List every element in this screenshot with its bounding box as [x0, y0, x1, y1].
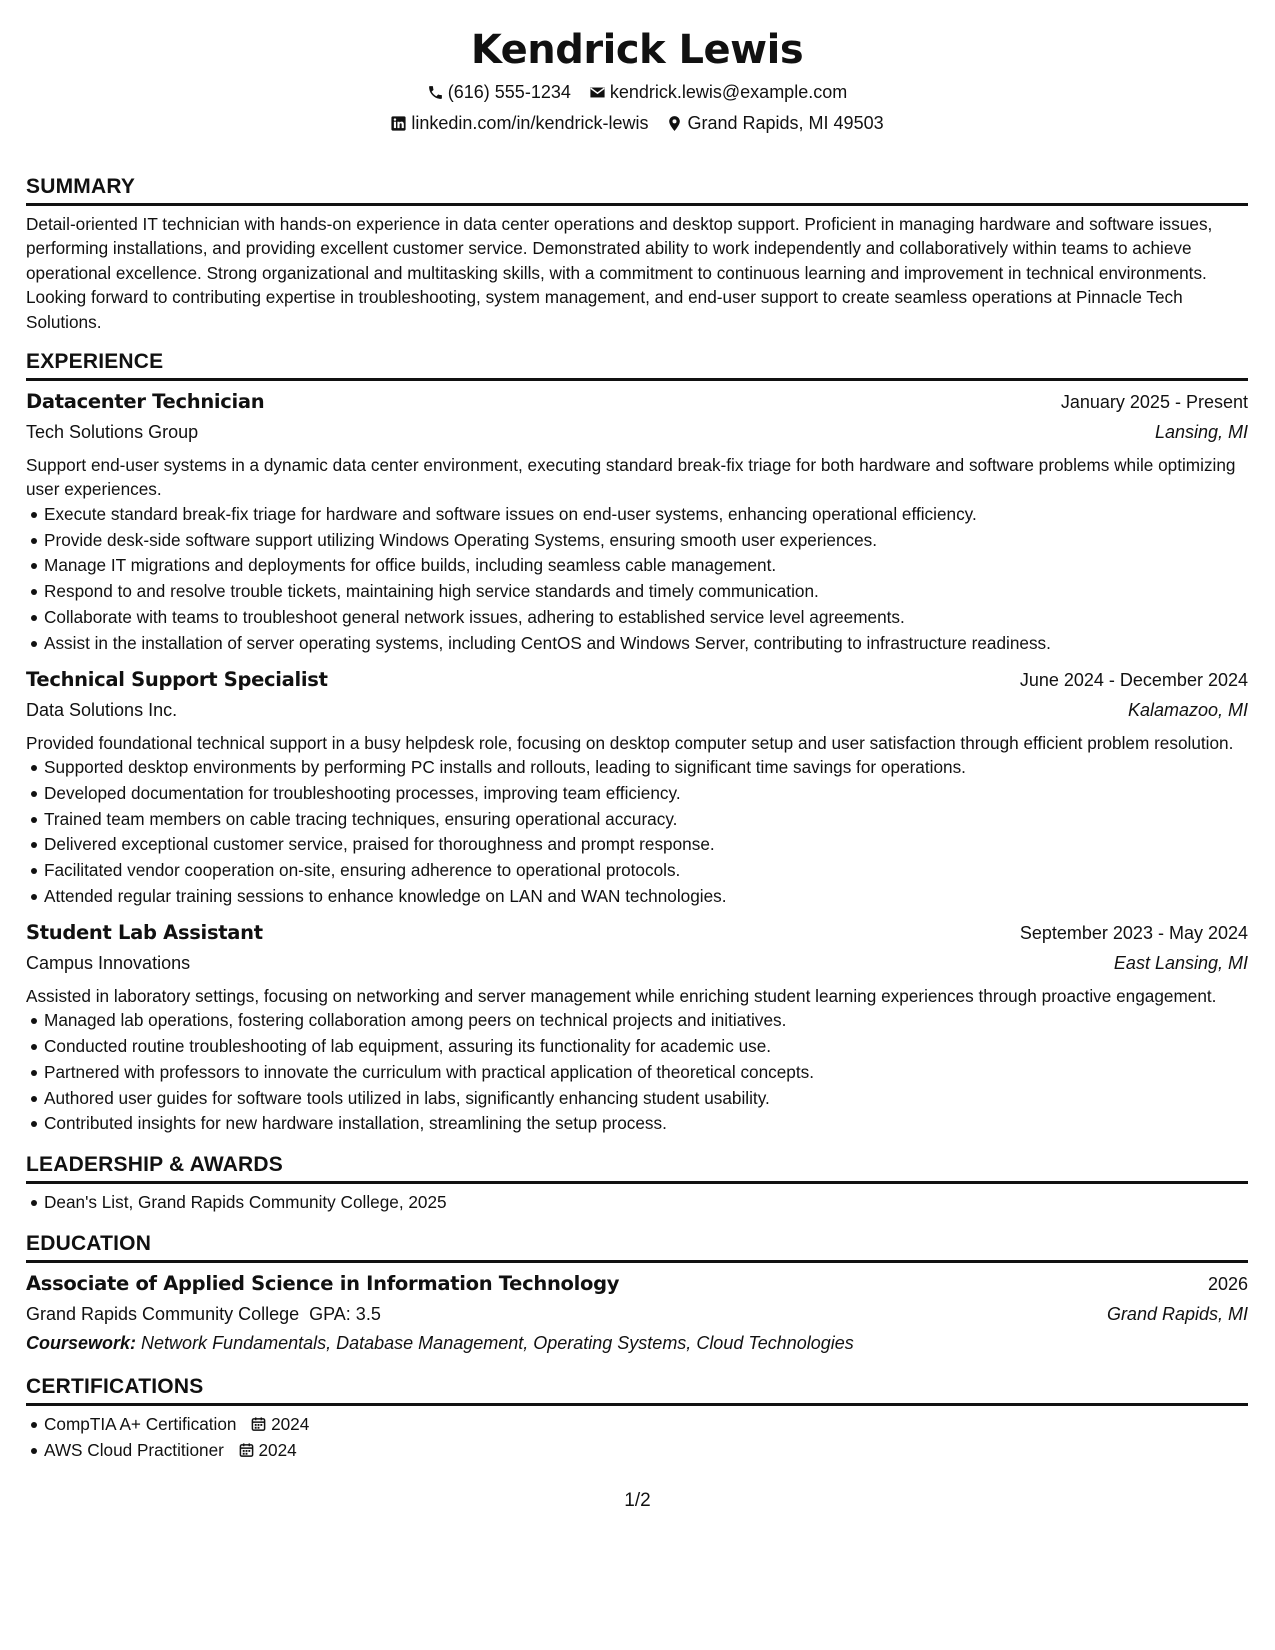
list-item: Facilitated vendor cooperation on-site, ensuring adherence to operational protocols.	[44, 858, 1248, 884]
job-bullets	[26, 502, 1248, 657]
list-item: Managed lab operations, fostering collaboration among peers on technical projects and initiatives.	[44, 1008, 1248, 1034]
list-item: Assist in the installation of server operating systems, including CentOS and Windows Server, contributing to infrastructure readiness.	[44, 631, 1248, 657]
list-item: Conducted routine troubleshooting of lab equipment, assuring its functionality for academic use.	[44, 1034, 1248, 1060]
job-dates: June 2024 - December 2024	[1019, 669, 1248, 690]
list-item	[44, 1438, 1248, 1464]
job-entry	[26, 665, 1248, 910]
school-name: Grand Rapids Community College	[26, 1304, 300, 1324]
experience-section	[26, 348, 1248, 1137]
job-company: Campus Innovations	[26, 952, 191, 973]
list-item: Delivered exceptional customer service, praised for thoroughness and prompt response.	[44, 832, 1248, 858]
leadership-list	[26, 1190, 1248, 1216]
job-title: Datacenter Technician	[26, 390, 265, 414]
job-bullets	[26, 1008, 1248, 1137]
job-bullets	[26, 755, 1248, 910]
page-number: 1/2	[624, 1490, 651, 1511]
job-entry	[26, 387, 1248, 657]
list-item: Attended regular training sessions to enhance knowledge on LAN and WAN technologies.	[44, 884, 1248, 910]
certification-name: AWS Cloud Practitioner	[44, 1439, 224, 1460]
school-name-line	[26, 1299, 381, 1329]
calendar-icon	[239, 1442, 254, 1458]
job-location: East Lansing, MI	[1113, 952, 1248, 973]
list-item: Supported desktop environments by performing PC installs and rollouts, leading to significant time savings for operations.	[44, 755, 1248, 781]
contact-phone: (616) 555-1234	[427, 80, 571, 104]
certifications-section	[26, 1373, 1248, 1464]
contact-row-2	[26, 111, 1248, 135]
list-item: Collaborate with teams to troubleshoot general network issues, adhering to established service level agreements.	[44, 605, 1248, 631]
phone-icon	[427, 84, 444, 101]
job-description: Provided foundational technical support in a busy helpdesk role, focusing on desktop computer setup and user satisfaction through efficient problem resolution.	[26, 732, 1234, 753]
list-item: Trained team members on cable tracing techniques, ensuring operational accuracy.	[44, 807, 1248, 833]
certification-year: 2024	[271, 1414, 310, 1434]
coursework-label: Coursework:	[26, 1333, 137, 1353]
gpa: GPA: 3.5	[309, 1304, 381, 1324]
section-title-experience: EXPERIENCE	[26, 348, 1248, 381]
job-company: Data Solutions Inc.	[26, 699, 178, 720]
job-description: Assisted in laboratory settings, focusing on networking and server management while enriching student learning experiences through proactive engagement.	[26, 985, 1217, 1006]
envelope-icon	[589, 84, 606, 101]
map-pin-icon	[666, 115, 683, 132]
graduation-year: 2026	[1207, 1274, 1248, 1294]
job-dates: September 2023 - May 2024	[1019, 922, 1248, 943]
section-title-certifications: CERTIFICATIONS	[26, 1373, 1248, 1406]
list-item: Provide desk-side software support utilizing Windows Operating Systems, ensuring smooth user experiences.	[44, 528, 1248, 554]
degree-title: Associate of Applied Science in Information Technology	[26, 1272, 620, 1295]
list-item: Contributed insights for new hardware installation, streamlining the setup process.	[44, 1111, 1248, 1137]
section-title-education: EDUCATION	[26, 1230, 1248, 1263]
job-dates: January 2025 - Present	[1060, 392, 1248, 413]
certification-year: 2024	[258, 1439, 297, 1460]
list-item: Manage IT migrations and deployments for office builds, including seamless cable management.	[44, 553, 1248, 579]
section-title-summary: SUMMARY	[26, 173, 1248, 206]
list-item: Execute standard break-fix triage for hardware and software issues on end-user systems, enhancing operational efficiency.	[44, 502, 1248, 528]
contact-email[interactable]: kendrick.lewis@example.com	[589, 80, 847, 104]
school-location: Grand Rapids, MI	[1106, 1304, 1248, 1324]
linkedin-icon	[390, 115, 407, 132]
contact-location: Grand Rapids, MI 49503	[666, 111, 883, 135]
calendar-icon	[251, 1416, 266, 1432]
certifications-list	[26, 1412, 1248, 1464]
candidate-name: Kendrick Lewis	[470, 27, 804, 73]
job-location: Kalamazoo, MI	[1127, 699, 1248, 720]
job-description: Support end-user systems in a dynamic data center environment, executing standard break-fix triage for both hardware and software problems while optimizing user experiences.	[26, 455, 1236, 500]
list-item: Respond to and resolve trouble tickets, maintaining high service standards and timely communication.	[44, 579, 1248, 605]
job-entry	[26, 918, 1248, 1137]
coursework-text: Network Fundamentals, Database Management, Operating Systems, Cloud Technologies	[141, 1333, 854, 1353]
certification-name: CompTIA A+ Certification	[44, 1414, 237, 1434]
contact-linkedin[interactable]: linkedin.com/in/kendrick-lewis	[390, 111, 648, 135]
contact-row-1	[26, 80, 1248, 104]
section-title-leadership: LEADERSHIP & AWARDS	[26, 1151, 1248, 1184]
job-title: Student Lab Assistant	[26, 920, 263, 944]
job-company: Tech Solutions Group	[26, 422, 199, 443]
coursework-line	[26, 1329, 1248, 1357]
list-item	[44, 1412, 1248, 1438]
leadership-section	[26, 1151, 1248, 1216]
summary-section	[26, 173, 1248, 334]
education-section	[26, 1230, 1248, 1357]
list-item: Dean's List, Grand Rapids Community College, 2025	[44, 1190, 1248, 1216]
job-location: Lansing, MI	[1154, 422, 1248, 443]
resume-page	[26, 0, 1248, 1464]
list-item: Developed documentation for troubleshooting processes, improving team efficiency.	[44, 781, 1248, 807]
list-item: Partnered with professors to innovate the curriculum with practical application of theoretical concepts.	[44, 1060, 1248, 1086]
job-title: Technical Support Specialist	[26, 667, 328, 691]
summary-text: Detail-oriented IT technician with hands-on experience in data center operations and desktop support. Proficient in managing hardware and software issues, performing installations, and providing excellent customer service. Demonstrated ability to work independently and collaboratively within teams to achieve operational excellence. Strong organizational and multitasking skills, with a commitment to continuous learning and improvement in technical environments. Looking forward to contributing expertise in troubleshooting, system management, and end-user support to create seamless operations at Pinnacle Tech Solutions.	[26, 214, 1213, 332]
list-item: Authored user guides for software tools utilized in labs, significantly enhancing student usability.	[44, 1086, 1248, 1112]
